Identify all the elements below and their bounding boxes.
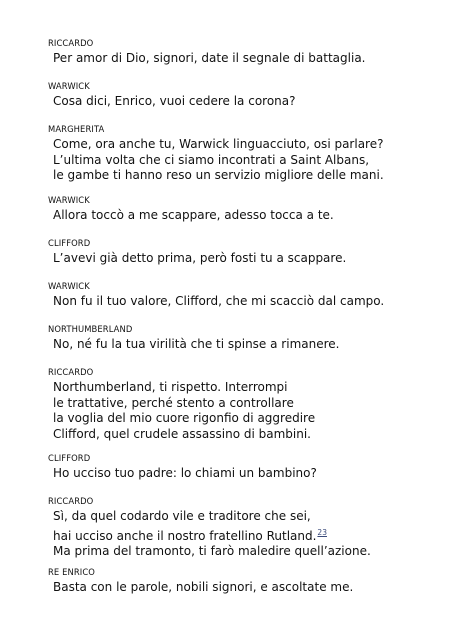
speech-block xyxy=(48,281,428,310)
speech-block xyxy=(48,124,428,184)
verse-line: la voglia del mio cuore rigonfio di aggredire xyxy=(53,411,316,426)
verse-line: Ho ucciso tuo padre: lo chiami un bambino? xyxy=(53,466,317,480)
speech-block xyxy=(48,367,428,442)
speaker-name: CLIFFORD xyxy=(48,453,91,463)
speech-block xyxy=(48,238,428,267)
footnote-link[interactable]: 23 xyxy=(317,527,327,537)
speech-block xyxy=(48,496,428,560)
verse-line: No, né fu la tua virilità che ti spinse a rimanere. xyxy=(53,337,340,351)
verse-line: Ma prima del tramonto, ti farò maledire quell’azione. xyxy=(53,544,371,559)
speech-block xyxy=(48,567,428,596)
speaker-name: NORTHUMBERLAND xyxy=(48,324,133,334)
verse-line: Per amor di Dio, signori, date il segnale di battaglia. xyxy=(53,51,366,65)
verse-line: Clifford, quel crudele assassino di bambini. xyxy=(53,426,311,441)
speaker-name: WARWICK xyxy=(48,195,90,205)
speaker-name: RICCARDO xyxy=(48,367,94,377)
speaker-name: CLIFFORD xyxy=(48,238,91,248)
speech-block xyxy=(48,453,428,482)
verse-line: Northumberland, ti rispetto. Interrompi xyxy=(53,380,288,394)
speech-block xyxy=(48,81,428,110)
verse-line: Sì, da quel codardo vile e traditore che sei, xyxy=(53,509,311,523)
verse-line-text: hai ucciso anche il nostro fratellino Rutland. xyxy=(53,528,317,543)
speech-block xyxy=(48,195,428,224)
verse-line: L’avevi già detto prima, però fosti tu a scappare. xyxy=(53,251,347,265)
verse-line: Non fu il tuo valore, Clifford, che mi scacciò dal campo. xyxy=(53,294,385,308)
verse-line xyxy=(53,525,428,545)
verse-line: L’ultima volta che ci siamo incontrati a Saint Albans, xyxy=(53,152,370,167)
verse-line: Basta con le parole, nobili signori, e ascoltate me. xyxy=(53,580,354,594)
speaker-name: RICCARDO xyxy=(48,496,94,506)
speaker-name: WARWICK xyxy=(48,281,90,291)
speaker-name: RE ENRICO xyxy=(48,567,95,577)
speech-block xyxy=(48,324,428,353)
speaker-name: MARGHERITA xyxy=(48,124,105,134)
verse-line: Cosa dici, Enrico, vuoi cedere la corona? xyxy=(53,94,296,108)
speaker-name: WARWICK xyxy=(48,81,90,91)
speech-block xyxy=(48,38,428,67)
verse-line: le gambe ti hanno reso un servizio migliore delle mani. xyxy=(53,168,384,183)
verse-line: Come, ora anche tu, Warwick linguacciuto, osi parlare? xyxy=(53,137,384,151)
verse-line: le trattative, perché stento a controllare xyxy=(53,395,294,410)
verse-line: Allora toccò a me scappare, adesso tocca a te. xyxy=(53,208,334,222)
speaker-name: RICCARDO xyxy=(48,38,94,48)
